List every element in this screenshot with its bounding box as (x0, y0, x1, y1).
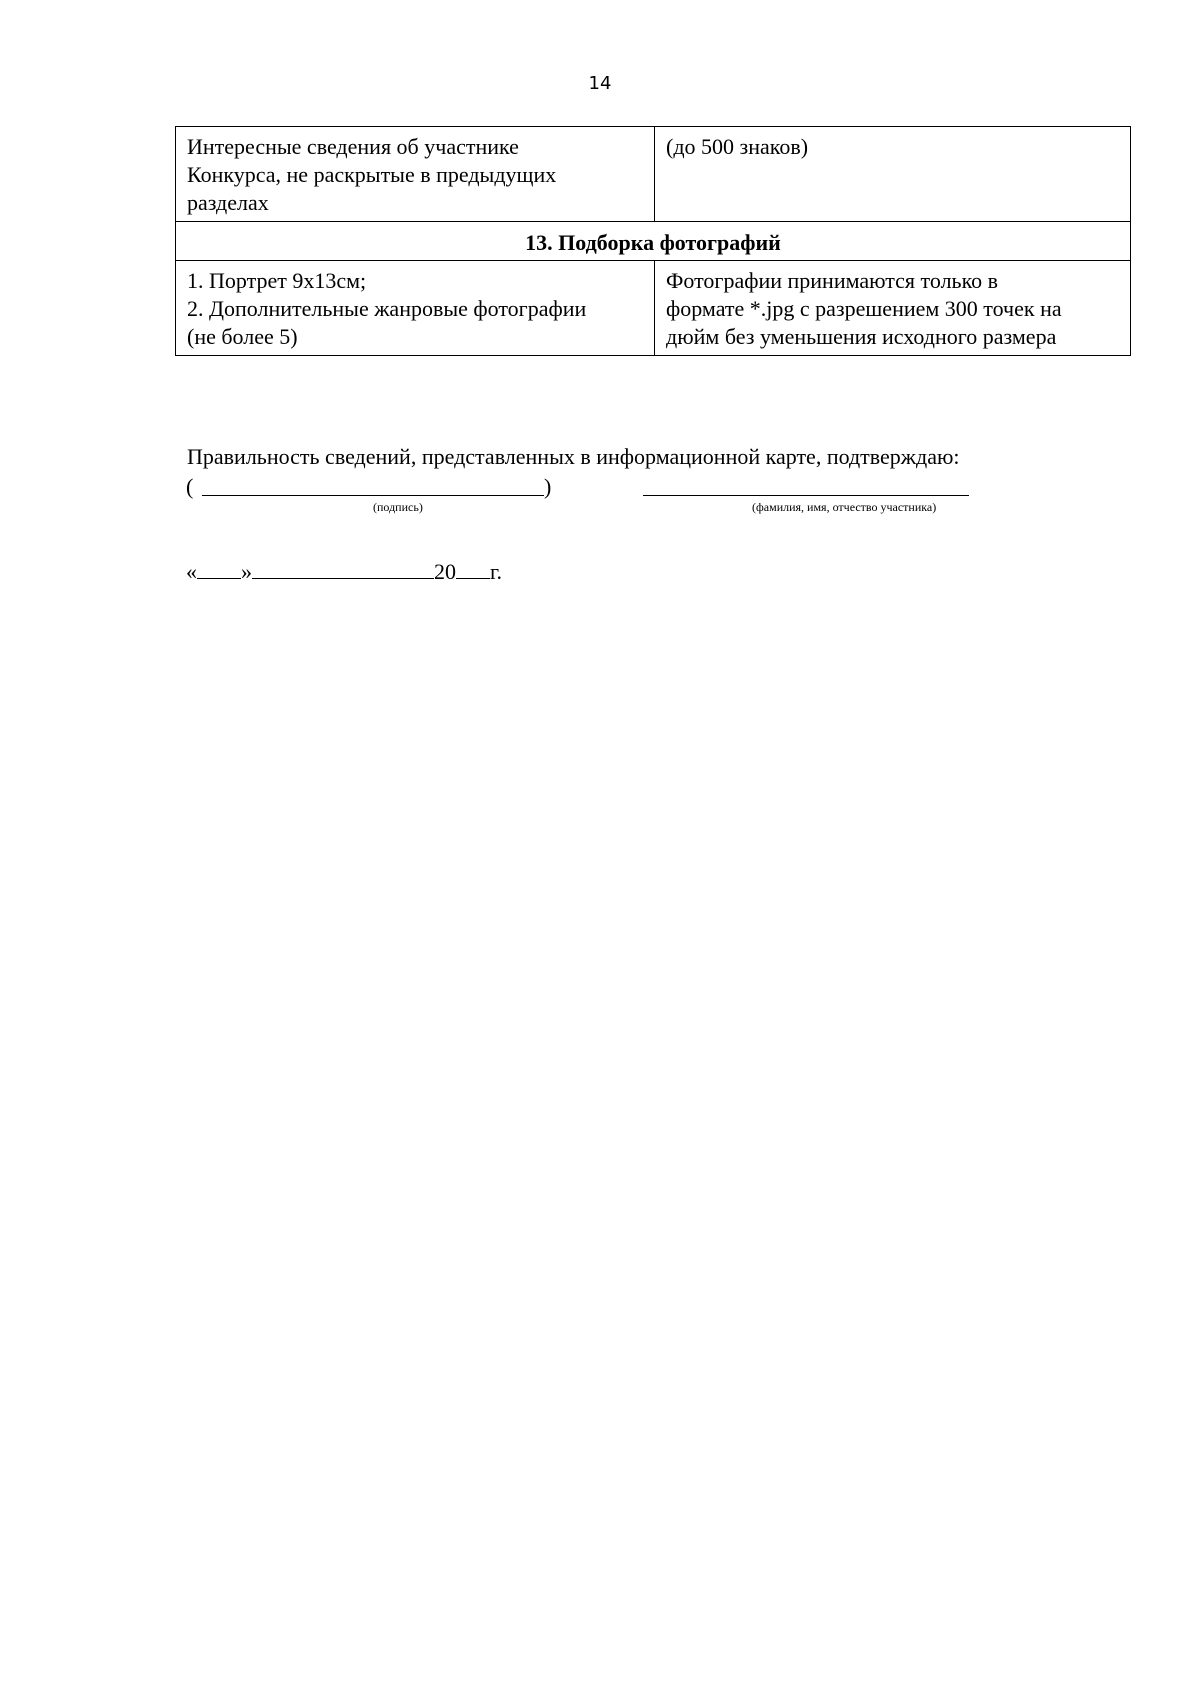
table-row-photos (176, 261, 1131, 356)
date-line (186, 558, 502, 586)
date-day-blank[interactable] (197, 558, 241, 579)
date-month-blank[interactable] (252, 558, 434, 579)
date-year-suffix: г. (490, 559, 503, 584)
cell-text-line: дюйм без уменьшения исходного размера (666, 324, 1057, 349)
signature-blank[interactable] (202, 473, 544, 496)
cell-text-line: Фотографии принимаются только в (666, 268, 999, 293)
date-year-prefix: 20 (434, 559, 456, 584)
signature-paren-open: ( (186, 474, 194, 499)
cell-photos-requirements (655, 261, 1131, 356)
cell-text-line: разделах (187, 190, 269, 215)
date-year-blank[interactable] (456, 558, 490, 579)
cell-text-line: формате *.jpg с разрешением 300 точек на (666, 296, 1062, 321)
date-close-quote: » (241, 559, 252, 584)
cell-interesting-facts-label (176, 127, 655, 222)
table-row-interesting-facts (176, 127, 1131, 222)
cell-interesting-facts-value (655, 127, 1131, 222)
confirmation-text: Правильность сведений, представленных в информационной карте, подтверждаю: (187, 444, 960, 469)
fullname-caption: (фамилия, имя, отчество участника) (752, 500, 937, 514)
cell-text-line: (не более 5) (187, 324, 298, 349)
date-open-quote: « (186, 559, 197, 584)
cell-text-line: Конкурса, не раскрытые в предыдущих (187, 162, 557, 187)
signature-paren-close: ) (544, 474, 552, 499)
table-row-section-heading (176, 222, 1131, 261)
cell-text-line: 2. Дополнительные жанровые фотографии (187, 296, 587, 321)
fullname-blank[interactable] (643, 473, 969, 496)
cell-text-line: Интересные сведения об участнике (187, 134, 519, 159)
page-number: 14 (588, 73, 612, 94)
info-card-table (175, 126, 1131, 356)
section-heading-photos: 13. Подборка фотографий (176, 222, 1131, 261)
cell-photos-label (176, 261, 655, 356)
cell-text-line: (до 500 знаков) (666, 134, 809, 159)
cell-text-line: 1. Портрет 9х13см; (187, 268, 367, 293)
signature-caption: (подпись) (373, 500, 423, 514)
